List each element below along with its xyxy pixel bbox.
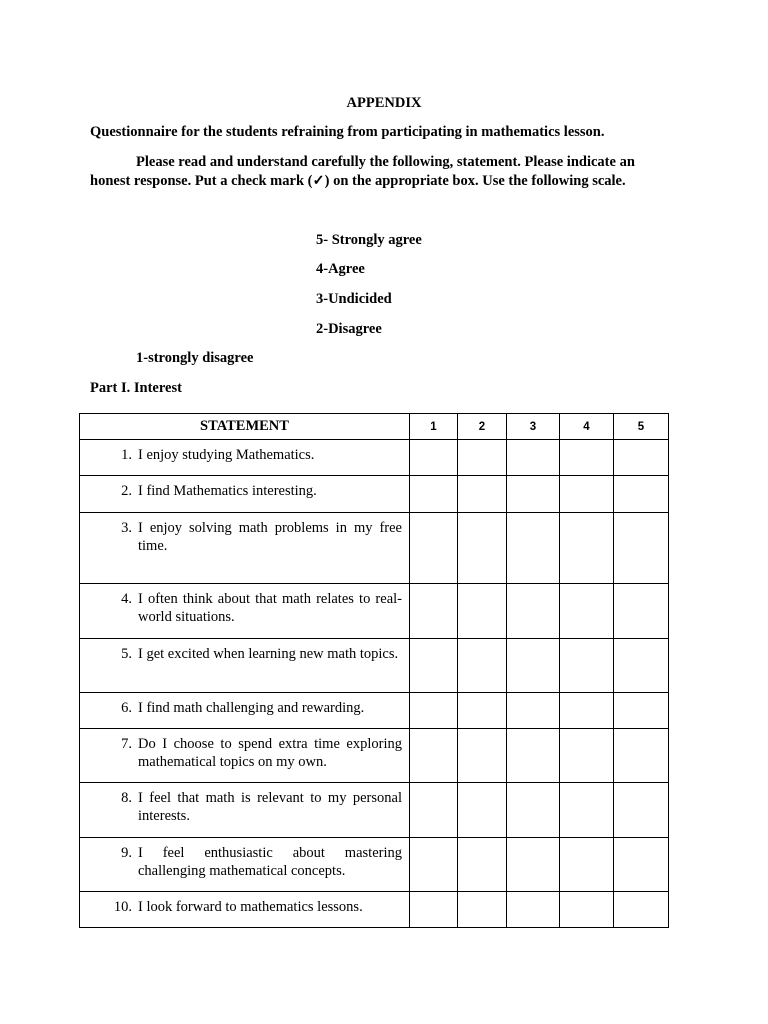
statement-text: I enjoy studying Mathematics. [138,447,315,463]
table-row [80,693,669,729]
statement-cell [80,639,410,693]
rating-box-2[interactable] [458,639,507,693]
statement-number: 5. [121,646,132,662]
rating-box-1[interactable] [410,729,458,783]
statement-item [80,838,409,880]
instructions-line-1: Please read and understand carefully the following, statement. Please indicate an [136,154,635,170]
rating-box-2[interactable] [458,693,507,729]
scale-item-1: 1-strongly disagree [136,350,254,366]
rating-box-5[interactable] [614,440,669,476]
rating-box-4[interactable] [560,513,614,584]
rating-box-4[interactable] [560,584,614,639]
statement-cell [80,440,410,476]
scale-item-4: 4-Agree [316,261,365,277]
statement-item [80,729,409,771]
rating-box-1[interactable] [410,476,458,513]
statement-item [80,584,409,626]
rating-box-3[interactable] [507,838,560,892]
statement-number: 6. [121,700,132,716]
statement-number: 3. [121,520,132,536]
rating-box-1[interactable] [410,584,458,639]
rating-box-1[interactable] [410,693,458,729]
statement-number: 7. [121,736,132,752]
statement-cell [80,729,410,783]
statement-text: I often think about that math relates to real-world situations. [138,591,402,625]
statement-text: I find math challenging and rewarding. [138,700,365,716]
rating-header-2: 2 [458,414,507,440]
rating-box-5[interactable] [614,476,669,513]
rating-box-4[interactable] [560,693,614,729]
rating-box-4[interactable] [560,639,614,693]
part-title: Part I. Interest [90,380,182,396]
table-row [80,639,669,693]
table-row [80,440,669,476]
statement-number: 4. [121,591,132,607]
rating-box-2[interactable] [458,476,507,513]
rating-box-5[interactable] [614,838,669,892]
rating-box-3[interactable] [507,584,560,639]
rating-box-5[interactable] [614,892,669,928]
table-row [80,892,669,928]
statement-cell [80,892,410,928]
rating-box-1[interactable] [410,838,458,892]
statement-item [80,476,409,500]
rating-box-3[interactable] [507,440,560,476]
rating-box-1[interactable] [410,639,458,693]
rating-box-2[interactable] [458,838,507,892]
scale-item-5: 5- Strongly agree [316,232,422,248]
rating-box-2[interactable] [458,783,507,838]
rating-box-4[interactable] [560,838,614,892]
appendix-title: APPENDIX [346,95,422,111]
table-row [80,838,669,892]
rating-box-5[interactable] [614,729,669,783]
rating-header-4: 4 [560,414,614,440]
statement-text: I feel that math is relevant to my personal interests. [138,790,402,824]
rating-box-4[interactable] [560,440,614,476]
statement-cell [80,838,410,892]
rating-box-3[interactable] [507,693,560,729]
statement-cell [80,693,410,729]
rating-box-4[interactable] [560,783,614,838]
scale-item-2: 2-Disagree [316,321,382,337]
rating-box-5[interactable] [614,693,669,729]
rating-box-3[interactable] [507,513,560,584]
statement-text: I get excited when learning new math topics. [138,646,399,662]
rating-box-2[interactable] [458,440,507,476]
rating-box-3[interactable] [507,639,560,693]
table-header-row [80,414,669,440]
statement-number: 9. [121,845,132,861]
statement-text: Do I choose to spend extra time exploring mathematical topics on my own. [138,736,402,770]
rating-box-4[interactable] [560,729,614,783]
rating-box-4[interactable] [560,892,614,928]
rating-box-3[interactable] [507,892,560,928]
statement-item [80,440,409,464]
rating-box-3[interactable] [507,729,560,783]
statement-item [80,693,409,717]
rating-header-5: 5 [614,414,669,440]
rating-box-2[interactable] [458,729,507,783]
statement-item [80,783,409,825]
statement-cell [80,476,410,513]
rating-box-5[interactable] [614,584,669,639]
rating-box-2[interactable] [458,892,507,928]
statement-number: 8. [121,790,132,806]
rating-box-1[interactable] [410,513,458,584]
rating-box-5[interactable] [614,513,669,584]
statement-text: I find Mathematics interesting. [138,483,317,499]
rating-box-2[interactable] [458,584,507,639]
table-row [80,783,669,838]
rating-box-3[interactable] [507,476,560,513]
statement-cell [80,584,410,639]
rating-header-1: 1 [410,414,458,440]
rating-box-1[interactable] [410,892,458,928]
rating-box-4[interactable] [560,476,614,513]
rating-box-1[interactable] [410,440,458,476]
rating-header-3: 3 [507,414,560,440]
rating-box-5[interactable] [614,639,669,693]
statement-item [80,892,409,916]
statement-number: 2. [121,483,132,499]
statement-number: 10. [113,899,132,915]
statement-cell [80,783,410,838]
table-row [80,513,669,584]
rating-box-3[interactable] [507,783,560,838]
rating-box-5[interactable] [614,783,669,838]
questionnaire-heading: Questionnaire for the students refraining from participating in mathematics lesson. [90,124,605,140]
statement-text: I feel enthusiastic about mastering challenging mathematical concepts. [138,845,402,879]
table-row [80,476,669,513]
statement-item [80,639,409,663]
scale-item-3: 3-Undicided [316,291,392,307]
table-row [80,584,669,639]
statement-header: STATEMENT [80,414,410,440]
statement-cell [80,513,410,584]
table-row [80,729,669,783]
instructions-line-2: honest response. Put a check mark (✓) on the appropriate box. Use the following scale. [90,173,626,189]
rating-box-1[interactable] [410,783,458,838]
questionnaire-table [79,413,669,928]
statement-text: I look forward to mathematics lessons. [138,899,363,915]
statement-item [80,513,409,555]
statement-number: 1. [121,447,132,463]
rating-box-2[interactable] [458,513,507,584]
statement-text: I enjoy solving math problems in my free time. [138,520,402,554]
